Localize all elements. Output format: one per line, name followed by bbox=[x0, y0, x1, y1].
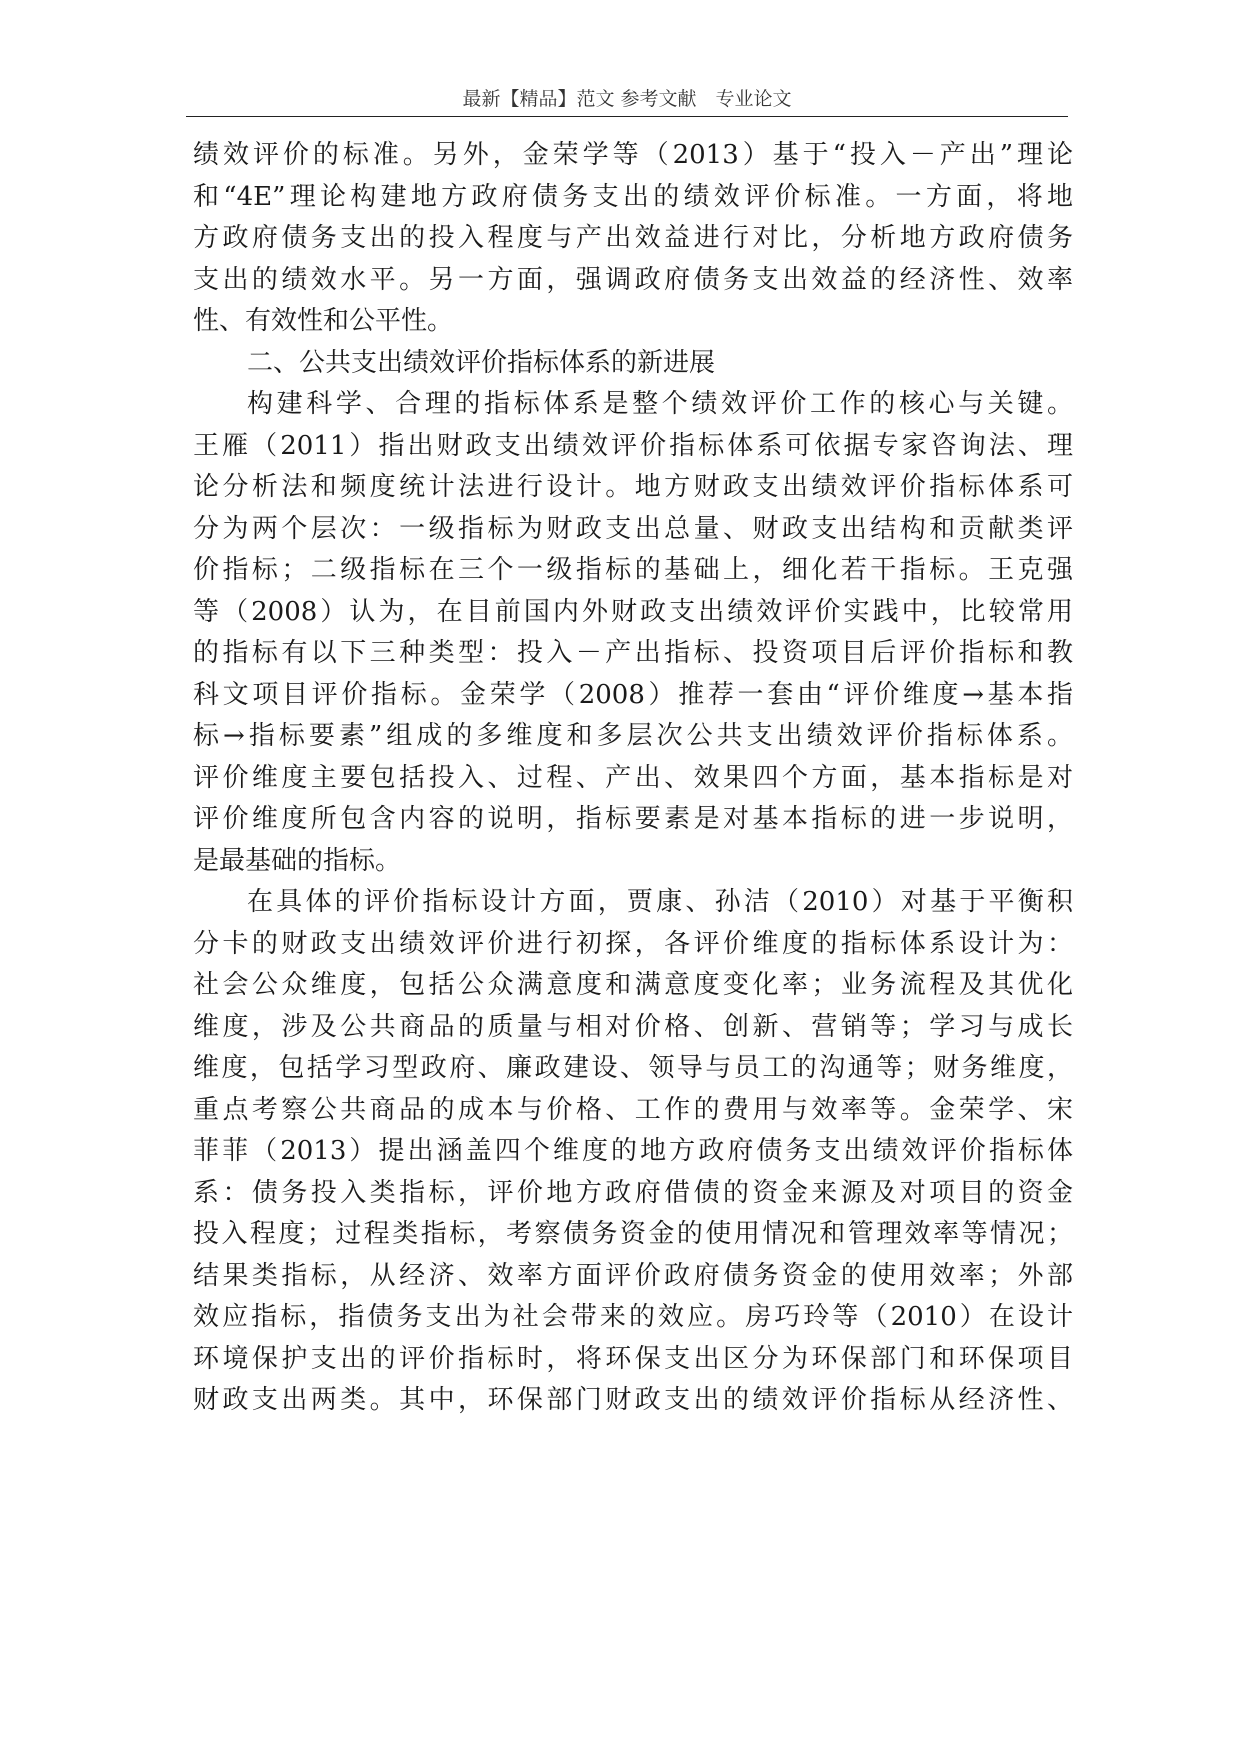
text-line: 分为两个层次：一级指标为财政支出总量、财政支出结构和贡献类评 bbox=[193, 513, 1073, 544]
text-line: 和“4E”理论构建地方政府债务支出的绩效评价标准。一方面，将地 bbox=[193, 181, 1073, 212]
text-line: 评价维度主要包括投入、过程、产出、效果四个方面，基本指标是对 bbox=[193, 762, 1073, 793]
text-line: 系：债务投入类指标，评价地方政府借债的资金来源及对项目的资金 bbox=[193, 1177, 1073, 1208]
text-line: 支出的绩效水平。另一方面，强调政府债务支出效益的经济性、效率 bbox=[193, 264, 1073, 295]
text-line: 的指标有以下三种类型：投入－产出指标、投资项目后评价指标和教 bbox=[193, 638, 1073, 668]
text-line: 是最基础的指标。 bbox=[193, 845, 402, 876]
text-line: 重点考察公共商品的成本与价格、工作的费用与效率等。金荣学、宋 bbox=[193, 1094, 1073, 1125]
text-line: 结果类指标，从经济、效率方面评价政府债务资金的使用效率；外部 bbox=[193, 1260, 1073, 1291]
text-line: 社会公众维度，包括公众满意度和满意度变化率；业务流程及其优化 bbox=[193, 970, 1073, 1000]
text-line: 效应指标，指债务支出为社会带来的效应。房巧玲等（2010）在设计 bbox=[193, 1302, 1073, 1332]
text-line: 维度，涉及公共商品的质量与相对价格、创新、营销等；学习与成长 bbox=[193, 1011, 1073, 1042]
text-line: 二、公共支出绩效评价指标体系的新进展 bbox=[247, 347, 716, 378]
text-line: 方政府债务支出的投入程度与产出效益进行对比，分析地方政府债务 bbox=[193, 223, 1073, 253]
text-line: 环境保护支出的评价指标时，将环保支出区分为环保部门和环保项目 bbox=[193, 1343, 1073, 1374]
text-line: 价指标；二级指标在三个一级指标的基础上，细化若干指标。王克强 bbox=[193, 555, 1073, 585]
text-line: 性、有效性和公平性。 bbox=[193, 306, 454, 336]
page-header: 最新【精品】范文 参考文献 专业论文 bbox=[462, 88, 792, 110]
text-line: 分卡的财政支出绩效评价进行初探，各评价维度的指标体系设计为： bbox=[193, 928, 1073, 959]
text-line: 构建科学、合理的指标体系是整个绩效评价工作的核心与关键。 bbox=[247, 389, 1073, 419]
text-line: 论分析法和频度统计法进行设计。地方财政支出绩效评价指标体系可 bbox=[193, 472, 1073, 502]
text-line: 绩效评价的标准。另外，金荣学等（2013）基于“投入－产出”理论 bbox=[193, 140, 1073, 170]
body-text bbox=[193, 135, 1073, 1422]
text-line: 科文项目评价指标。金荣学（2008）推荐一套由“评价维度→基本指 bbox=[193, 679, 1073, 710]
text-line: 标→指标要素”组成的多维度和多层次公共支出绩效评价指标体系。 bbox=[193, 721, 1073, 751]
header-divider bbox=[186, 116, 1068, 117]
text-line: 财政支出两类。其中，环保部门财政支出的绩效评价指标从经济性、 bbox=[193, 1385, 1073, 1415]
text-line: 投入程度；过程类指标，考察债务资金的使用情况和管理效率等情况； bbox=[193, 1219, 1073, 1249]
text-line: 菲菲（2013）提出涵盖四个维度的地方政府债务支出绩效评价指标体 bbox=[193, 1136, 1073, 1166]
text-line: 维度，包括学习型政府、廉政建设、领导与员工的沟通等；财务维度， bbox=[193, 1053, 1073, 1083]
text-line: 王雁（2011）指出财政支出绩效评价指标体系可依据专家咨询法、理 bbox=[193, 430, 1073, 461]
text-line: 等（2008）认为，在目前国内外财政支出绩效评价实践中，比较常用 bbox=[193, 596, 1073, 627]
text-line: 在具体的评价指标设计方面，贾康、孙洁（2010）对基于平衡积 bbox=[247, 887, 1073, 917]
text-line: 评价维度所包含内容的说明，指标要素是对基本指标的进一步说明， bbox=[193, 804, 1073, 834]
